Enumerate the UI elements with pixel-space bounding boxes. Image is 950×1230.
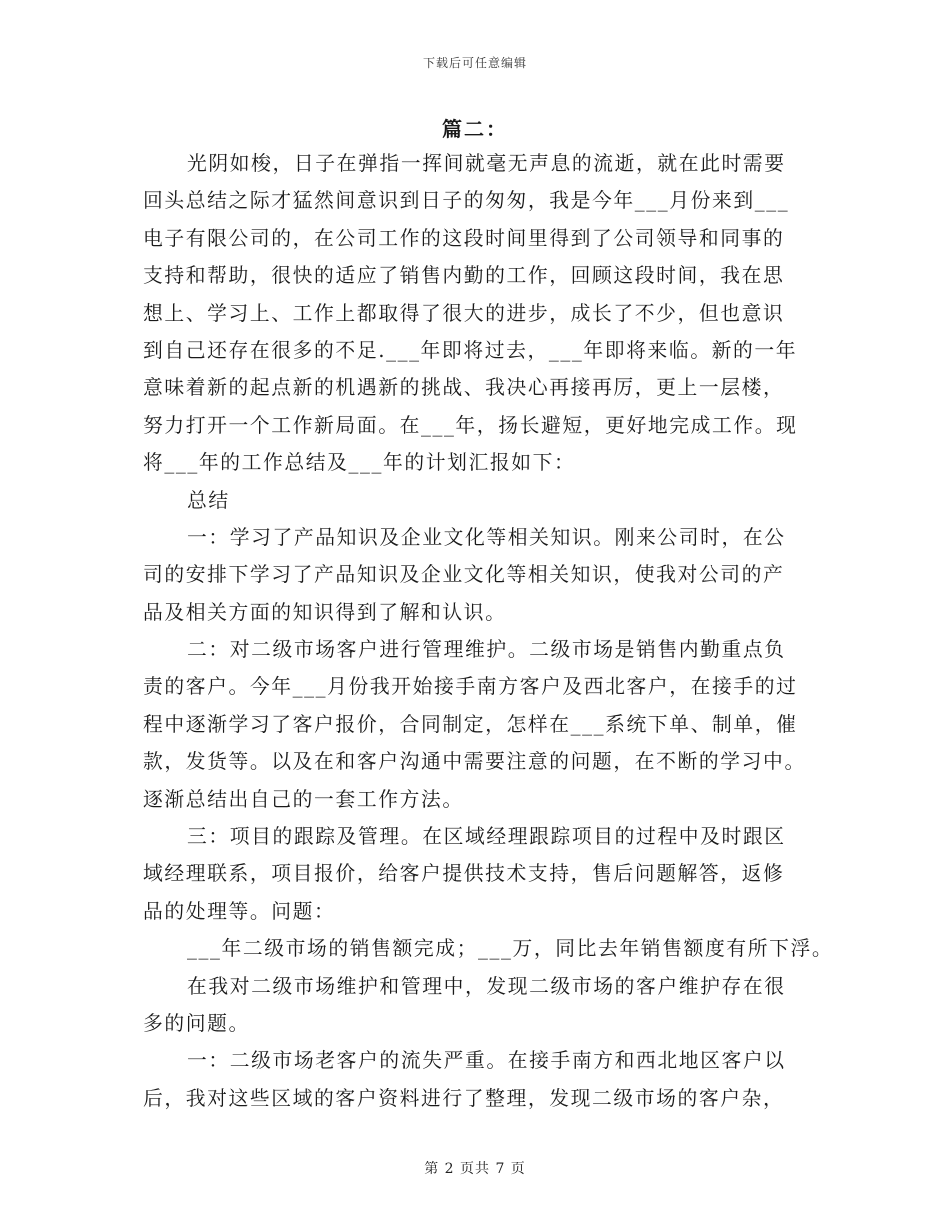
- text-line: 回头总结之际才猛然间意识到日子的匆匆，我是今年___月份来到___: [143, 189, 790, 213]
- text-line: 总结: [187, 488, 230, 512]
- text-line: 支持和帮助，很快的适应了销售内勤的工作，回顾这段时间，我在思: [143, 264, 785, 288]
- text-line: 电子有限公司的，在公司工作的这段时间里得到了公司领导和同事的: [143, 226, 785, 250]
- text-line: 一：二级市场老客户的流失严重。在接手南方和西北地区客户以: [187, 1049, 786, 1073]
- text-line: 三：项目的跟踪及管理。在区域经理跟踪项目的过程中及时跟区: [187, 825, 786, 849]
- page-number: 第 2 页共 7 页: [424, 1161, 526, 1177]
- text-line: 品及相关方面的知识得到了解和认识。: [143, 600, 507, 624]
- text-line: 到自己还存在很多的不足.___年即将过去，___年即将来临。新的一年: [143, 338, 798, 362]
- text-line: 逐渐总结出自己的一套工作方法。: [143, 787, 464, 811]
- text-line: 款，发货等。以及在和客户沟通中需要注意的问题，在不断的学习中。: [143, 750, 806, 774]
- header-note: 下载后可任意编辑: [422, 56, 527, 70]
- text-line: 二：对二级市场客户进行管理维护。二级市场是销售内勤重点负: [187, 638, 786, 662]
- text-line: 一：学习了产品知识及企业文化等相关知识。刚来公司时，在公: [187, 525, 786, 549]
- section-title: 篇二：: [442, 117, 508, 141]
- text-line: 后，我对这些区域的客户资料进行了整理，发现二级市场的客户杂，: [143, 1086, 785, 1110]
- text-line: 责的客户。今年___月份我开始接手南方客户及西北客户，在接手的过: [143, 675, 798, 699]
- text-line: 品的处理等。问题：: [143, 899, 336, 923]
- text-line: 将___年的工作总结及___年的计划汇报如下：: [143, 451, 576, 475]
- text-line: 在我对二级市场维护和管理中，发现二级市场的客户维护存在很: [187, 974, 786, 998]
- text-line: 多的问题。: [143, 1011, 250, 1035]
- text-line: ___年二级市场的销售额完成；___万，同比去年销售额度有所下浮。: [187, 937, 834, 961]
- text-line: 光阴如梭，日子在弹指一挥间就毫无声息的流逝，就在此时需要: [187, 152, 786, 175]
- document-body: [143, 145, 834, 1117]
- text-line: 想上、学习上、工作上都取得了很大的进步，成长了不少，但也意识: [143, 301, 785, 325]
- text-line: 域经理联系，项目报价，给客户提供技术支持，售后问题解答，返修: [143, 862, 785, 886]
- text-line: 意味着新的起点新的机遇新的挑战、我决心再接再厉，更上一层楼，: [143, 376, 785, 400]
- text-line: 程中逐渐学习了客户报价，合同制定，怎样在___系统下单、制单，催: [143, 712, 798, 736]
- text-line: 司的安排下学习了产品知识及企业文化等相关知识，使我对公司的产: [143, 563, 785, 587]
- text-line: 努力打开一个工作新局面。在___年，扬长避短，更好地完成工作。现: [143, 413, 798, 437]
